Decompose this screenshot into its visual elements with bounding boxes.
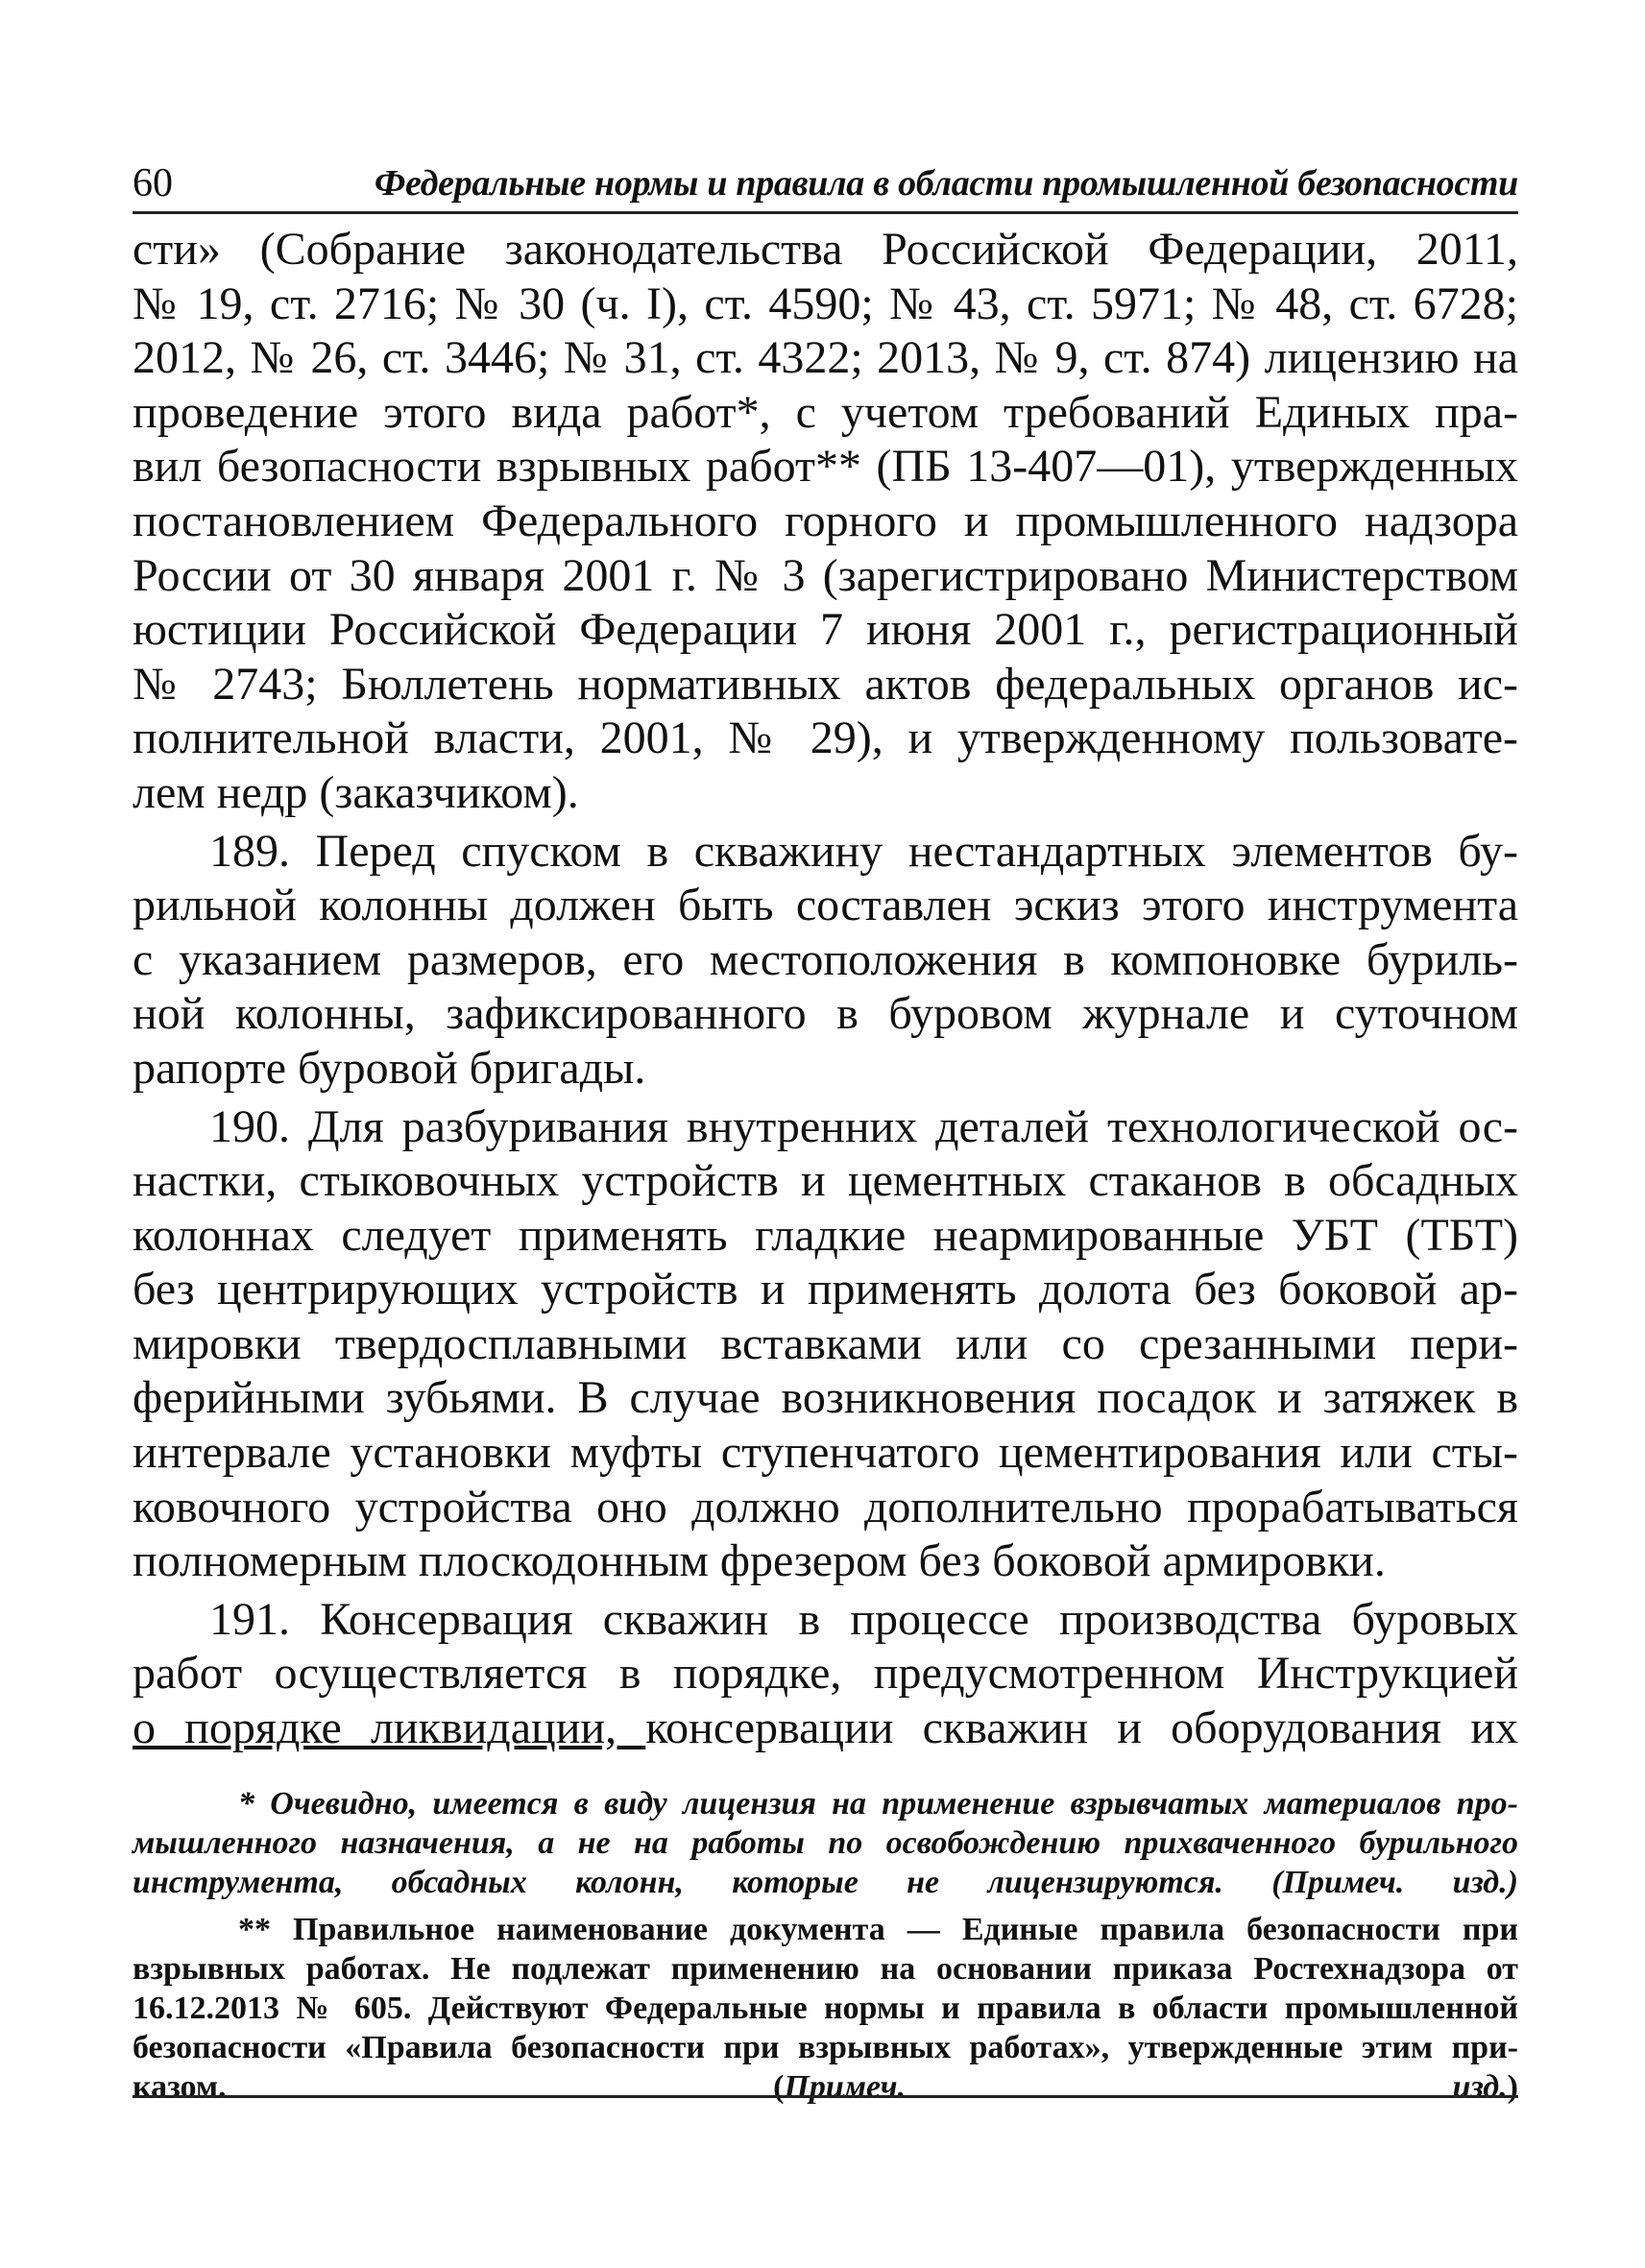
paragraph-continuation bbox=[133, 223, 1518, 821]
main-text bbox=[133, 223, 1518, 1760]
text-line: проведение этого вида работ*, с учетом требований Единых пра- bbox=[133, 386, 1518, 438]
text-line: сти» (Собрание законодательства Российской Федерации, 2011, bbox=[133, 224, 1518, 275]
text-line: вил безопасности взрывных работ** (ПБ 13-407—01), утвержденных bbox=[133, 441, 1518, 493]
text-line: № 19, ст. 2716; № 30 (ч. I), ст. 4590; № 43, ст. 5971; № 48, ст. 6728; bbox=[133, 277, 1518, 329]
text-line: с указанием размеров, его местоположения в компоновке буриль- bbox=[133, 933, 1518, 985]
text-fragment: консервации скважин и оборудования их bbox=[645, 1702, 1519, 1754]
footnotes bbox=[133, 1784, 1518, 2114]
text-line: ной колонны, зафиксированного в буровом журнале и суточном bbox=[133, 988, 1518, 1040]
text-line: 190. Для разбуривания внутренних деталей технологической ос- bbox=[209, 1100, 1518, 1152]
text-line: 189. Перед спуском в скважину нестандартных элементов бу- bbox=[209, 825, 1518, 877]
footnote-line: безопасности «Правила безопасности при взрывных работах», утвержденные этим при- bbox=[133, 2030, 1518, 2065]
page-number: 60 bbox=[133, 161, 173, 205]
footnote-line: 16.12.2013 № 605. Действуют Федеральные нормы и правила в области промышленной bbox=[133, 1991, 1518, 2026]
text-fragment: ) bbox=[1507, 1865, 1518, 1900]
paragraph-190 bbox=[133, 1100, 1518, 1589]
text-line: 191. Консервация скважин в процессе производства буровых bbox=[209, 1593, 1518, 1645]
footnote-2 bbox=[133, 1910, 1518, 2107]
text-line: полномерным плоскодонным фрезером без боковой армировки. bbox=[133, 1535, 1386, 1587]
text-line: юстиции Российской Федерации 7 июня 2001 г., регистрационный bbox=[133, 604, 1518, 656]
footnote-line bbox=[133, 2067, 1518, 2107]
text-line: без центрирующих устройств и применять долота без боковой ар- bbox=[133, 1264, 1518, 1315]
text-fragment: казом. ( bbox=[133, 2069, 785, 2105]
text-line: интервале установки муфты ступенчатого цементирования или сты- bbox=[133, 1427, 1518, 1479]
text-line: мировки твердосплавными вставками или со срезанными пери- bbox=[133, 1317, 1518, 1369]
editor-note: Примеч. изд. bbox=[1282, 1865, 1508, 1900]
text-line: настки, стыковочных устройств и цементных стаканов в обсадных bbox=[133, 1155, 1518, 1207]
editor-note: Примеч. изд. bbox=[784, 2069, 1508, 2105]
text-line: России от 30 января 2001 г. № 3 (зарегистрировано Министерством bbox=[133, 549, 1518, 601]
text-line bbox=[133, 1701, 1518, 1756]
text-line: ферийными зубьями. В случае возникновения посадок и затяжек в bbox=[133, 1372, 1518, 1424]
text-line: 2012, № 26, ст. 3446; № 31, ст. 4322; 2013, № 9, ст. 874) лицензию на bbox=[133, 332, 1518, 384]
underlined-text: о порядке ликвидации, bbox=[133, 1702, 646, 1754]
footnote-line: мышленного назначения, а не на работы по освобождению прихваченного бурильного bbox=[133, 1825, 1518, 1861]
text-line: рильной колонны должен быть составлен эскиз этого инструмента bbox=[133, 880, 1518, 931]
text-line: постановлением Федерального горного и промышленного надзора bbox=[133, 495, 1518, 546]
text-line: рапорте буровой бригады. bbox=[133, 1042, 646, 1094]
running-header bbox=[133, 152, 1518, 214]
text-fragment: инструмента, обсадных колонн, которые не лицензируются. ( bbox=[133, 1865, 1283, 1900]
footnote-line: ** Правильное наименование документа — Единые правила безопасности при bbox=[238, 1912, 1518, 1947]
running-title: Федеральные нормы и правила в области промышленной безопасности bbox=[374, 163, 1518, 204]
paragraph-191 bbox=[133, 1593, 1518, 1756]
text-line: работ осуществляется в порядке, предусмотренном Инструкцией bbox=[133, 1648, 1518, 1700]
paragraph-189 bbox=[133, 825, 1518, 1097]
text-fragment: ) bbox=[1507, 2069, 1518, 2105]
text-line: колоннах следует применять гладкие неармированные УБТ (ТБТ) bbox=[133, 1209, 1518, 1261]
text-line: № 2743; Бюллетень нормативных актов федеральных органов ис- bbox=[133, 658, 1518, 710]
bottom-rule bbox=[133, 2095, 1518, 2098]
footnote-line: взрывных работах. Не подлежат применению на основании приказа Ростехнадзора от bbox=[133, 1951, 1518, 1987]
text-line: ковочного устройства оно должно дополнительно прорабатываться bbox=[133, 1481, 1518, 1532]
footnote-1 bbox=[133, 1784, 1518, 1902]
footnote-line bbox=[133, 1863, 1518, 1902]
footnote-line: * Очевидно, имеется в виду лицензия на применение взрывчатых материалов про- bbox=[238, 1786, 1518, 1822]
text-line: полнительной власти, 2001, № 29), и утвержденному пользовате- bbox=[133, 712, 1518, 764]
text-line: лем недр (заказчиком). bbox=[133, 766, 579, 818]
